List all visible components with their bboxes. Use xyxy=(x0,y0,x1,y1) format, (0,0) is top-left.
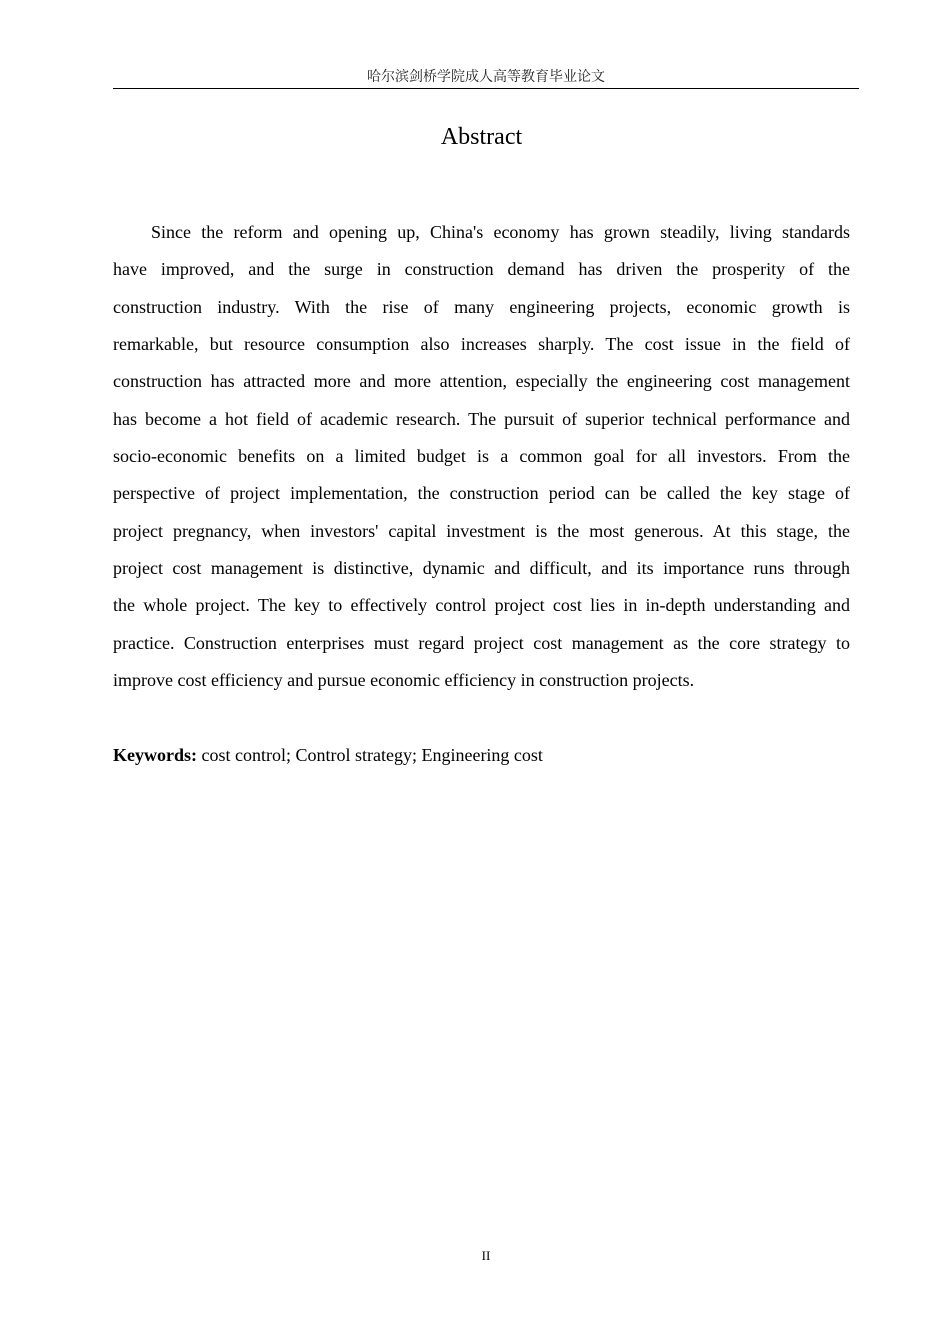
keywords xyxy=(113,742,543,768)
abstract-line: have improved, and the surge in construction demand has driven the prosperity of the xyxy=(113,259,850,280)
keywords-value: cost control; Control strategy; Engineering cost xyxy=(197,745,543,765)
abstract-line: Since the reform and opening up, China's economy has grown steadily, living standards xyxy=(151,222,850,242)
abstract-line: the whole project. The key to effectively control project cost lies in in-depth understanding and xyxy=(113,595,850,616)
abstract-line: project pregnancy, when investors' capital investment is the most generous. At this stage, the xyxy=(113,520,850,541)
abstract-body xyxy=(113,219,850,704)
abstract-line: socio-economic benefits on a limited budget is a common goal for all investors. From the xyxy=(113,446,850,467)
page-title: Abstract xyxy=(440,124,523,150)
abstract-line: has become a hot field of academic research. The pursuit of superior technical performance and xyxy=(113,408,850,429)
keywords-label: Keywords: xyxy=(113,745,197,765)
abstract-line: project cost management is distinctive, dynamic and difficult, and its importance runs through xyxy=(113,558,850,579)
header-rule xyxy=(113,88,859,89)
abstract-line: perspective of project implementation, the construction period can be called the key stage of xyxy=(113,483,850,504)
abstract-line: improve cost efficiency and pursue economic efficiency in construction projects. xyxy=(113,670,695,691)
running-header: 哈尔滨剑桥学院成人高等教育毕业论文 xyxy=(367,69,605,85)
page-number: II xyxy=(481,1248,491,1263)
abstract-line: construction industry. With the rise of many engineering projects, economic growth is xyxy=(113,296,850,317)
abstract-line: remarkable, but resource consumption also increases sharply. The cost issue in the field of xyxy=(113,334,850,355)
abstract-line: construction has attracted more and more attention, especially the engineering cost management xyxy=(113,371,850,392)
abstract-line: practice. Construction enterprises must regard project cost management as the core strategy to xyxy=(113,632,850,653)
